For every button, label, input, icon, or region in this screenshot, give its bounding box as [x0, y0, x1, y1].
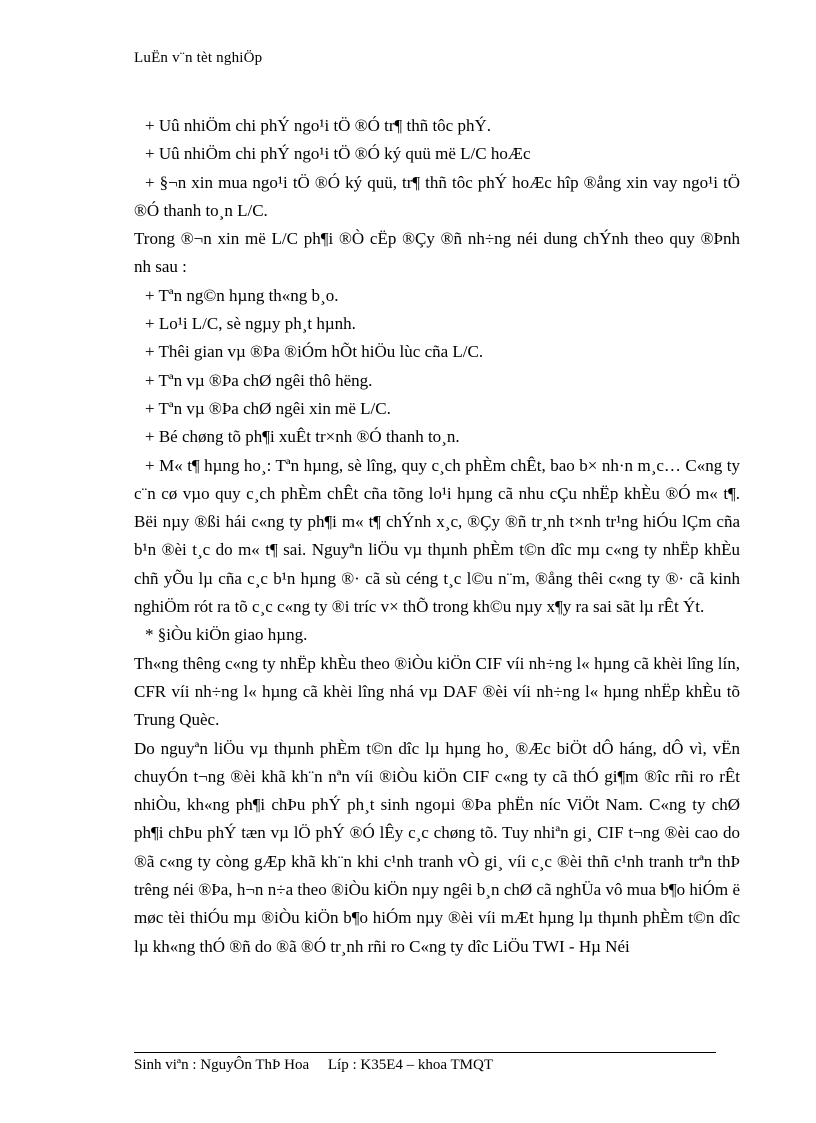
paragraph-12: * §iÒu kiÖn giao hµng. — [145, 625, 308, 645]
footer-divider — [134, 1052, 716, 1053]
paragraph-7: + Thêi gian vµ ®Þa ®iÓm hÕt hiÖu lùc cña L/C. — [145, 342, 484, 362]
paragraph-13: Th«ng thêng c«ng ty nhËp khÈu theo ®iÒu kiÖn CIF víi nh÷ng l« hµng cã khèi lîng lín, CFR víi nh÷ng l« hµng cã khèi lîng nhá vµ DAF ®èi víi nh÷ng l« hµng nhËp khÈu tõ Trung Quèc. — [134, 653, 740, 730]
paragraph-4: Trong ®¬n xin më L/C ph¶i ®Ò cËp ®Çy ®ñ nh÷ng néi dung chÝnh theo quy ®Þnh nh sau : — [134, 229, 740, 277]
running-header: LuËn v¨n tèt nghiÖp — [134, 50, 263, 66]
footer-student-info: Sinh viªn : NguyÔn ThÞ Hoa Líp : K35E4 – khoa TMQT — [134, 1057, 493, 1073]
paragraph-10: + Bé chøng tõ ph¶i xuÊt tr×nh ®Ó thanh to¸n. — [145, 427, 460, 447]
paragraph-8: + Tªn vµ ®Þa chØ ngêi thô hëng. — [145, 370, 373, 390]
paragraph-9: + Tªn vµ ®Þa chØ ngêi xin më L/C. — [145, 398, 391, 418]
document-body — [134, 112, 740, 961]
paragraph-5: + Tªn ng©n hµng th«ng b¸o. — [145, 285, 339, 305]
paragraph-3: + §¬n xin mua ngo¹i tÖ ®Ó ký quü, tr¶ thñ tôc phÝ hoÆc hîp ®ång xin vay ngo¹i tÖ ®Ó thanh to¸n L/C. — [134, 172, 740, 220]
paragraph-14: Do nguyªn liÖu vµ thµnh phÈm t©n dîc lµ hµng ho¸ ®Æc biÖt dÔ háng, dÔ vì, vËn chuyÓn t¬ng ®èi khã kh¨n nªn víi ®iÒu kiÖn CIF c«ng ty cã thÓ gi¶m ®îc rñi ro rÊt nhiÒu, kh«ng ph¶i chÞu phÝ ph¸t sinh ngoµi ®Þa phËn níc ViÖt Nam. C«ng ty chØ ph¶i chÞu phÝ tæn vµ lÖ phÝ ®Ó lÊy c¸c chøng tõ. Tuy nhiªn gi¸ CIF t¬ng ®èi cao do ®ã c«ng ty còng gÆp khã kh¨n khi c¹nh tranh vÒ gi¸ víi c¸c ®èi thñ c¹nh tranh trªn thÞ trêng néi ®Þa, h¬n n÷a theo ®iÒu kiÖn nµy ngêi b¸n chØ cã nghÜa vô mua b¶o hiÓm ë møc tèi thiÓu mµ ®iÒu kiÖn b¶o hiÓm nµy ®èi víi mÆt hµng lµ thµnh phÈm t©n dîc lµ kh«ng thÓ ®ñ do ®ã ®Ó tr¸nh rñi ro C«ng ty dîc LiÖu TWI - Hµ Néi — [134, 738, 740, 956]
paragraph-6: + Lo¹i L/C, sè ngµy ph¸t hµnh. — [145, 314, 356, 334]
paragraph-2: + Uû nhiÖm chi phÝ ngo¹i tÖ ®Ó ký quü më L/C hoÆc — [145, 144, 531, 164]
paragraph-1: + Uû nhiÖm chi phÝ ngo¹i tÖ ®Ó tr¶ thñ tôc phÝ. — [145, 116, 492, 135]
paragraph-11: + M« t¶ hµng ho¸: Tªn hµng, sè lîng, quy c¸ch phÈm chÊt, bao b× nh·n m¸c… C«ng ty c¨n cø vµo quy c¸ch phÈm chÊt cña tõng lo¹i hµng cã nhu cÇu nhËp khÈu ®Ó m« t¶. Bëi nµy ®ßi hái c«ng ty ph¶i m« t¶ chÝnh x¸c, ®Çy ®ñ tr¸nh t×nh tr¹ng hiÓu lÇm cña b¹n ®èi t¸c do m« t¶ sai. Nguyªn liÖu vµ thµnh phÈm t©n dîc mµ c«ng ty nhËp khÈu chñ yÕu lµ cña c¸c b¹n hµng ®· cã sù céng t¸c l©u n¨m, ®ång thêi c«ng ty ®· cã kinh nghiÖm rót ra tõ c¸c c«ng ty ®i tríc v× thÕ trong kh©u nµy x¶y ra sai sãt lµ rÊt Ýt. — [134, 455, 740, 617]
